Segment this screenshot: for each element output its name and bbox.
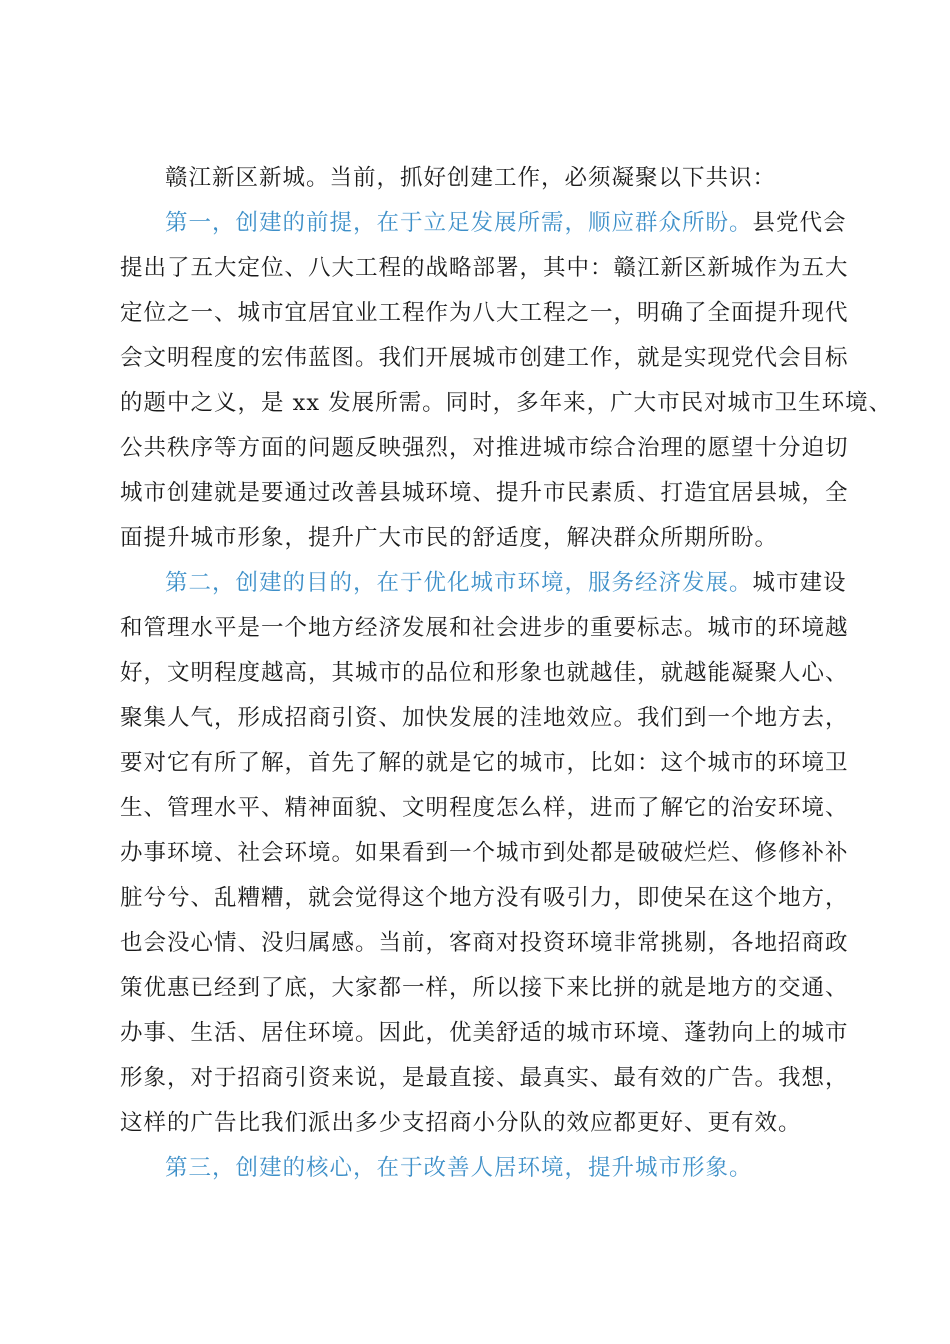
- line-text: 赣江新区新城。当前，抓好创建工作，必须凝聚以下共识：: [165, 165, 777, 191]
- line-text: 形象，对于招商引资来说，是最直接、最真实、最有效的广告。我想，: [120, 1065, 849, 1091]
- line-text: 的题中之义，是 xx 发展所需。同时，多年来，广大市民对城市卫生环境、: [120, 390, 893, 416]
- paragraph-line: [120, 788, 849, 828]
- line-text: 也会没心情、没归属感。当前，客商对投资环境非常挑剔，各地招商政: [120, 930, 849, 956]
- paragraph-heading: 第三，创建的核心，在于改善人居环境，提升城市形象。: [165, 1155, 753, 1181]
- paragraph-line: [120, 698, 849, 738]
- line-text: 公共秩序等方面的问题反映强烈，对推进城市综合治理的愿望十分迫切: [120, 435, 849, 461]
- paragraph-line: [120, 293, 849, 333]
- paragraph-line: [120, 428, 849, 468]
- paragraph-line: [165, 563, 847, 603]
- line-text: 好，文明程度越高，其城市的品位和形象也就越佳，就越能凝聚人心、: [120, 660, 849, 686]
- line-text: 会文明程度的宏伟蓝图。我们开展城市创建工作，就是实现党代会目标: [120, 345, 849, 371]
- line-text: 县党代会: [752, 210, 847, 236]
- paragraph-line: [120, 338, 849, 378]
- line-text: 面提升城市形象，提升广大市民的舒适度，解决群众所期所盼。: [120, 525, 779, 551]
- paragraph-heading: 第一，创建的前提，在于立足发展所需，顺应群众所盼。: [165, 210, 753, 236]
- line-text: 生、管理水平、精神面貌、文明程度怎么样，进而了解它的治安环境、: [120, 795, 849, 821]
- paragraph-heading: 第二，创建的目的，在于优化城市环境，服务经济发展。: [165, 570, 753, 596]
- paragraph-line: [120, 518, 832, 558]
- line-text: 策优惠已经到了底，大家都一样，所以接下来比拼的就是地方的交通、: [120, 975, 849, 1001]
- paragraph-line: [120, 383, 893, 423]
- paragraph-line: [120, 1103, 832, 1143]
- paragraph-line: [165, 158, 832, 198]
- paragraph-line: [120, 248, 849, 288]
- line-text: 和管理水平是一个地方经济发展和社会进步的重要标志。城市的环境越: [120, 615, 849, 641]
- paragraph-line: [120, 923, 849, 963]
- line-text: 办事、生活、居住环境。因此，优美舒适的城市环境、蓬勃向上的城市: [120, 1020, 849, 1046]
- paragraph-line: [120, 1058, 849, 1098]
- line-text: 脏兮兮、乱糟糟，就会觉得这个地方没有吸引力，即使呆在这个地方，: [120, 885, 849, 911]
- line-text: 提出了五大定位、八大工程的战略部署，其中：赣江新区新城作为五大: [120, 255, 849, 281]
- line-text: 城市建设: [752, 570, 847, 596]
- line-text: 要对它有所了解，首先了解的就是它的城市，比如：这个城市的环境卫: [120, 750, 849, 776]
- paragraph-line: [120, 968, 849, 1008]
- paragraph-line: [120, 833, 849, 873]
- paragraph-line: [165, 203, 847, 243]
- paragraph-line: [165, 1148, 832, 1188]
- paragraph-line: [120, 878, 849, 918]
- paragraph-line: [120, 1013, 849, 1053]
- line-text: 聚集人气，形成招商引资、加快发展的洼地效应。我们到一个地方去，: [120, 705, 849, 731]
- paragraph-line: [120, 743, 849, 783]
- line-text: 办事环境、社会环境。如果看到一个城市到处都是破破烂烂、修修补补: [120, 840, 849, 866]
- paragraph-line: [120, 608, 849, 648]
- paragraph-line: [120, 653, 849, 693]
- paragraph-line: [120, 473, 849, 513]
- line-text: 这样的广告比我们派出多少支招商小分队的效应都更好、更有效。: [120, 1110, 802, 1136]
- line-text: 定位之一、城市宜居宜业工程作为八大工程之一，明确了全面提升现代: [120, 300, 849, 326]
- line-text: 城市创建就是要通过改善县城环境、提升市民素质、打造宜居县城，全: [120, 480, 849, 506]
